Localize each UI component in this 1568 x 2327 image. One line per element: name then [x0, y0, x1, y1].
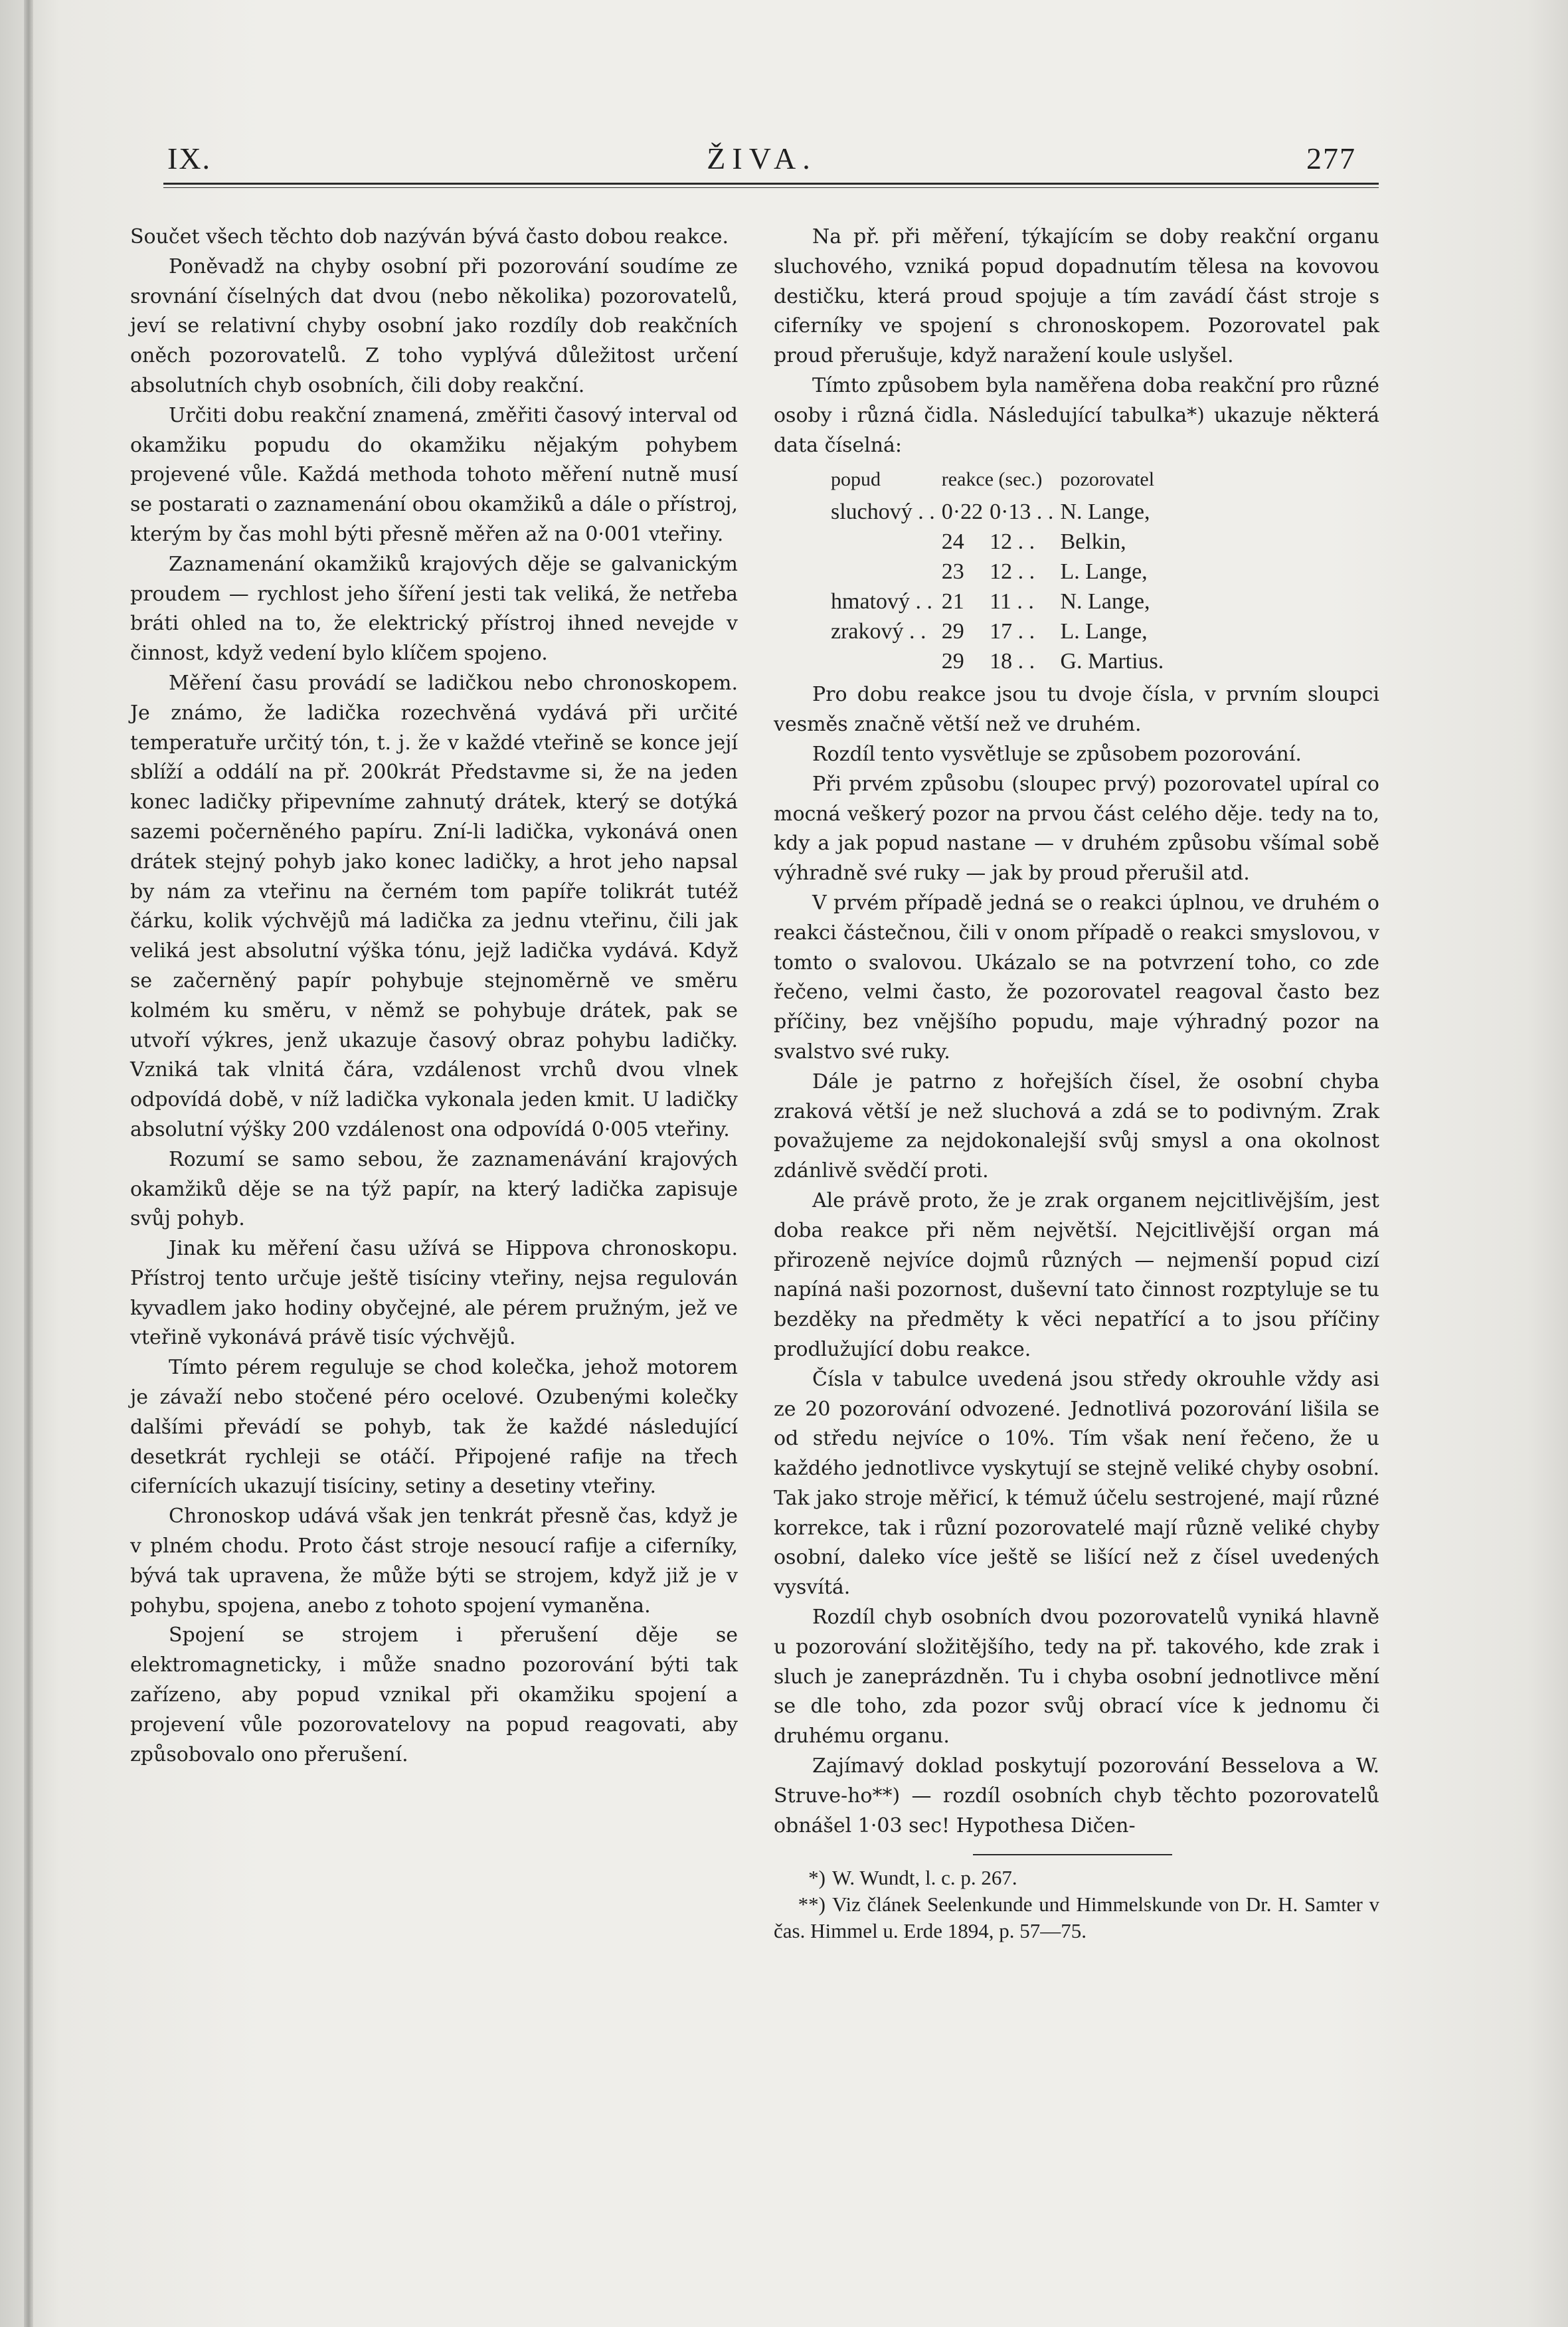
paragraph: Měření času provádí se ladičkou nebo chronoskopem. Je známo, že ladička rozechvěná vydává při určité temperatuře určitý tón, t. j. že v každé vteřině se konce její sblíží a oddálí na př. 200krát Představme si, že na jeden konec ladičky připevníme zahnutý drátek, který se dotýká sazemi počerněného papíru. Zní-li ladička, vykonává onen drátek stejný pohyb jako konec ladičky, a hrot jeho napsal by nám za vteřinu na černém tom papíře tolikrát tutéž čárku, kolik výchvějů má ladička za jednu vteřinu, čili jak veliká jest absolutní výška tónu, jejž ladička vydává. Když se začerněný papír pohybuje stejnoměrně ve směru kolmém ku směru, v němž se pohybuje drátek, pak se utvoří výkres, jenž ukazuje časový obraz pohybu ladičky. Vzniká tak vlnitá čára, vzdálenost vrchů dvou vlnek odpovídá době, v níž ladička vykonala jeden kmit. U ladičky absolutní výšky 200 vzdálenost ona odpovídá 0·005 vteřiny. [130, 671, 738, 1141]
paragraph: Zajímavý doklad poskytují pozorování Besselova a W. Struve-ho**) — rozdíl osobních chyb těchto pozorovatelů obnášel 1·03 sec! Hypothesa Dičen- [774, 1754, 1379, 1837]
footnote [774, 1865, 1379, 1891]
observer-cell: G. Martius. [1060, 649, 1164, 674]
stimulus-cell: zrakový . . [831, 619, 926, 644]
reaction-cell: 18 . . [990, 649, 1035, 674]
paragraph: Tímto způsobem byla naměřena doba reakční pro různé osoby i různá čidla. Následující tabulka*) ukazuje některá data číselná: [774, 373, 1379, 457]
paragraph: Poněvadž na chyby osobní při pozorování soudíme ze srovnání číselných dat dvou (nebo několika) pozorovatelů, jeví se relativní chyby osobní jako rozdíly dob reakčních oněch pozorovatelů. Z toho vyplývá důležitost určení absolutních chyb osobních, čili doby reakční. [130, 254, 738, 397]
stimulus-cell [831, 557, 942, 587]
observer-cell: Belkin, [1060, 529, 1126, 555]
paragraph: Ale právě proto, že je zrak organem nejcitlivějším, jest doba reakce při něm největší. Nejcitlivější organ má přirozeně nejvíce dojmů různých — nejmenší popud cizí napíná naši pozornost, duševní tato činnost rozptyluje se tu bezděky na předměty k věci nepatřící a to jsou příčiny prodlužující dobu reakce. [774, 1188, 1379, 1361]
table-row [831, 646, 1170, 676]
stimulus-cell [831, 527, 942, 557]
paragraph: Čísla v tabulce uvedená jsou středy okrouhle vždy asi ze 20 pozorování odvozené. Jednotlivá pozorování lišila se od středu nejvíce o 10%. Tím však není řečeno, že u každého jednotlivce vyskytují se stejně veliké chyby osobní. Tak jako stroje měřicí, k témuž účelu sestrojené, mají různé korrekce, tak i různí pozorovatelé mají různě veliké chyby osobní, daleko více ještě se lišící než z čísel uvedených vysvítá. [774, 1367, 1379, 1600]
paragraph: Pro dobu reakce jsou tu dvoje čísla, v prvním sloupci vesměs značně větší než ve druhém. [774, 683, 1379, 737]
paragraph: Chronoskop udává však jen tenkrát přesně čas, když je v plném chodu. Proto část stroje nesoucí rafije a ciferníky, bývá tak upravena, že může býti se strojem, když již je v pohybu, spojena, anebo z tohoto spojení vymaněna. [130, 1505, 738, 1618]
paragraph: Rozdíl chyb osobních dvou pozorovatelů vyniká hlavně u pozorování složitějšího, tedy na př. takového, kde zrak i sluch je zaneprázdněn. Tu i chyba osobní jednotlivce mění se dle toho, zda pozor svůj obrací více k jednomu či druhému organu. [774, 1606, 1379, 1748]
observer-cell: L. Lange, [1060, 619, 1148, 644]
footnote-mark: **) [798, 1893, 826, 1916]
reaction-time-table [831, 464, 1170, 676]
observer-cell: L. Lange, [1060, 559, 1148, 585]
table-row [831, 557, 1170, 587]
footnote [774, 1891, 1379, 1944]
paragraph: Jinak ku měření času užívá se Hippova chronoskopu. Přístroj tento určuje ještě tisíciny vteřiny, nejsa regulován kyvadlem jako hodiny obyčejné, ale pérem pružným, jež ve vteřině vykonává právě tisíc výchvějů. [130, 1237, 738, 1350]
observer-cell: N. Lange, [1060, 500, 1150, 525]
column-header: popud [831, 468, 881, 491]
reaction-cell: 29 [941, 649, 964, 674]
reaction-cell: 0·13 . . [990, 500, 1054, 525]
footnote-rule [973, 1854, 1172, 1855]
page-number: 277 [1306, 141, 1356, 175]
footnote-text: Viz článek Seelenkunde und Himmelskunde von Dr. H. Samter v čas. Himmel u. Erde 1894, p. 57—75. [774, 1893, 1379, 1943]
reaction-cell: 12 . . [990, 529, 1035, 555]
paragraph: Na př. při měření, týkajícím se doby reakční organu sluchového, vzniká popud dopadnutím tělesa na kovovou destičku, která proud spojuje a tím zavádí část stroje s ciferníky ve spojení s chronoskopem. Pozorovatel pak proud přerušuje, když naražení koule uslyšel. [774, 225, 1379, 368]
paragraph: Při prvém způsobu (sloupec prvý) pozorovatel upíral co mocná veškerý pozor na prvou část celého děje. tedy na to, kdy a jak popud nastane — v druhém způsobu všímal sobě výhradně své ruky — jak by proud přerušil atd. [774, 772, 1379, 885]
header-rule [163, 183, 1379, 188]
reaction-cell: 17 . . [990, 619, 1035, 644]
footnote-text: W. Wundt, l. c. p. 267. [832, 1866, 1017, 1890]
reaction-cell: 23 [941, 559, 964, 585]
reaction-cell: 24 [941, 529, 964, 555]
reaction-cell: 11 . . [990, 589, 1034, 614]
binding-shadow [24, 0, 33, 2327]
table-row [831, 587, 1170, 616]
paragraph: Spojení se strojem i přerušení děje se elektromagneticky, i může snadno pozorování býti tak zařízeno, aby popud vznikal při okamžiku spojení a projevení vůle pozorovatelovy na popud reagovati, aby způsobovalo ono přerušení. [130, 1624, 738, 1766]
paragraph: Zaznamenání okamžiků krajových děje se galvanickým proudem — rychlost jeho šíření jesti tak veliká, že netřeba bráti ohled na to, že elektrický přístroj ihned nevejde v činnost, když vedení bylo klíčem spojeno. [130, 552, 738, 666]
column-header: reakce (sec.) [941, 468, 1043, 491]
paragraph: Rozumí se samo sebou, že zaznamenávání krajových okamžiků děje se na týž papír, na který ladička zapisuje svůj pohyb. [130, 1147, 738, 1231]
volume-number: IX. [167, 141, 212, 175]
paragraph: Tímto pérem reguluje se chod kolečka, jehož motorem je závaží nebo stočené péro ocelové. Ozubenými kolečky dalšími převádí se pohyb, tak že každé následující desetkrát rychleji se otáčí. Připojené rafije na třech cifernících ukazují tisíciny, setiny a desetiny vteřiny. [130, 1356, 738, 1499]
stimulus-cell: sluchový . . [831, 500, 935, 525]
stimulus-cell: hmatový . . [831, 589, 932, 614]
paragraph: Rozdíl tento vysvětluje se způsobem pozorování. [812, 742, 1302, 766]
paragraph: Určiti dobu reakční znamená, změřiti časový interval od okamžiku popudu do okamžiku nějakým pohybem projevené vůle. Každá methoda tohoto měření nutně musí se postarati o zaznamenání obou okamžiků a dále o přístroj, kterým by čas mohl býti přesně měřen až na 0·001 vteřiny. [130, 403, 738, 546]
table-row [831, 616, 1170, 646]
right-column [774, 223, 1379, 1944]
table-row [831, 527, 1170, 557]
reaction-cell: 29 [941, 619, 964, 644]
paragraph: Součet všech těchto dob nazýván bývá často dobou reakce. [130, 225, 729, 248]
paragraph: V prvém případě jedná se o reakci úplnou, ve druhém o reakci částečnou, čili v onom případě o reakci smyslovou, v tomto o svalovou. Ukázalo se na potvrzení toho, co zde řečeno, velmi často, že pozorovatel reagoval často bez příčiny, bez vnějšího popudu, maje výhradný pozor na svalstvo své ruky. [774, 891, 1379, 1064]
table-header-row [831, 464, 1170, 497]
left-column [130, 223, 738, 1770]
footnote-mark: *) [808, 1866, 826, 1890]
paragraph: Dále je patrno z hořejších čísel, že osobní chyba zraková větší je než sluchová a zdá se to podivným. Zrak považujeme za nejdokonalejší svůj smysl a ona okolnost zdánlivě svědčí proti. [774, 1070, 1379, 1183]
reaction-cell: 21 [941, 589, 964, 614]
journal-title: ŽIVA. [707, 141, 817, 175]
stimulus-cell [831, 646, 942, 676]
running-header [167, 141, 1356, 181]
column-header: pozorovatel [1060, 468, 1155, 491]
reaction-cell: 0·22 [941, 500, 984, 525]
observer-cell: N. Lange, [1060, 589, 1150, 614]
table-row [831, 497, 1170, 527]
reaction-cell: 12 . . [990, 559, 1035, 585]
